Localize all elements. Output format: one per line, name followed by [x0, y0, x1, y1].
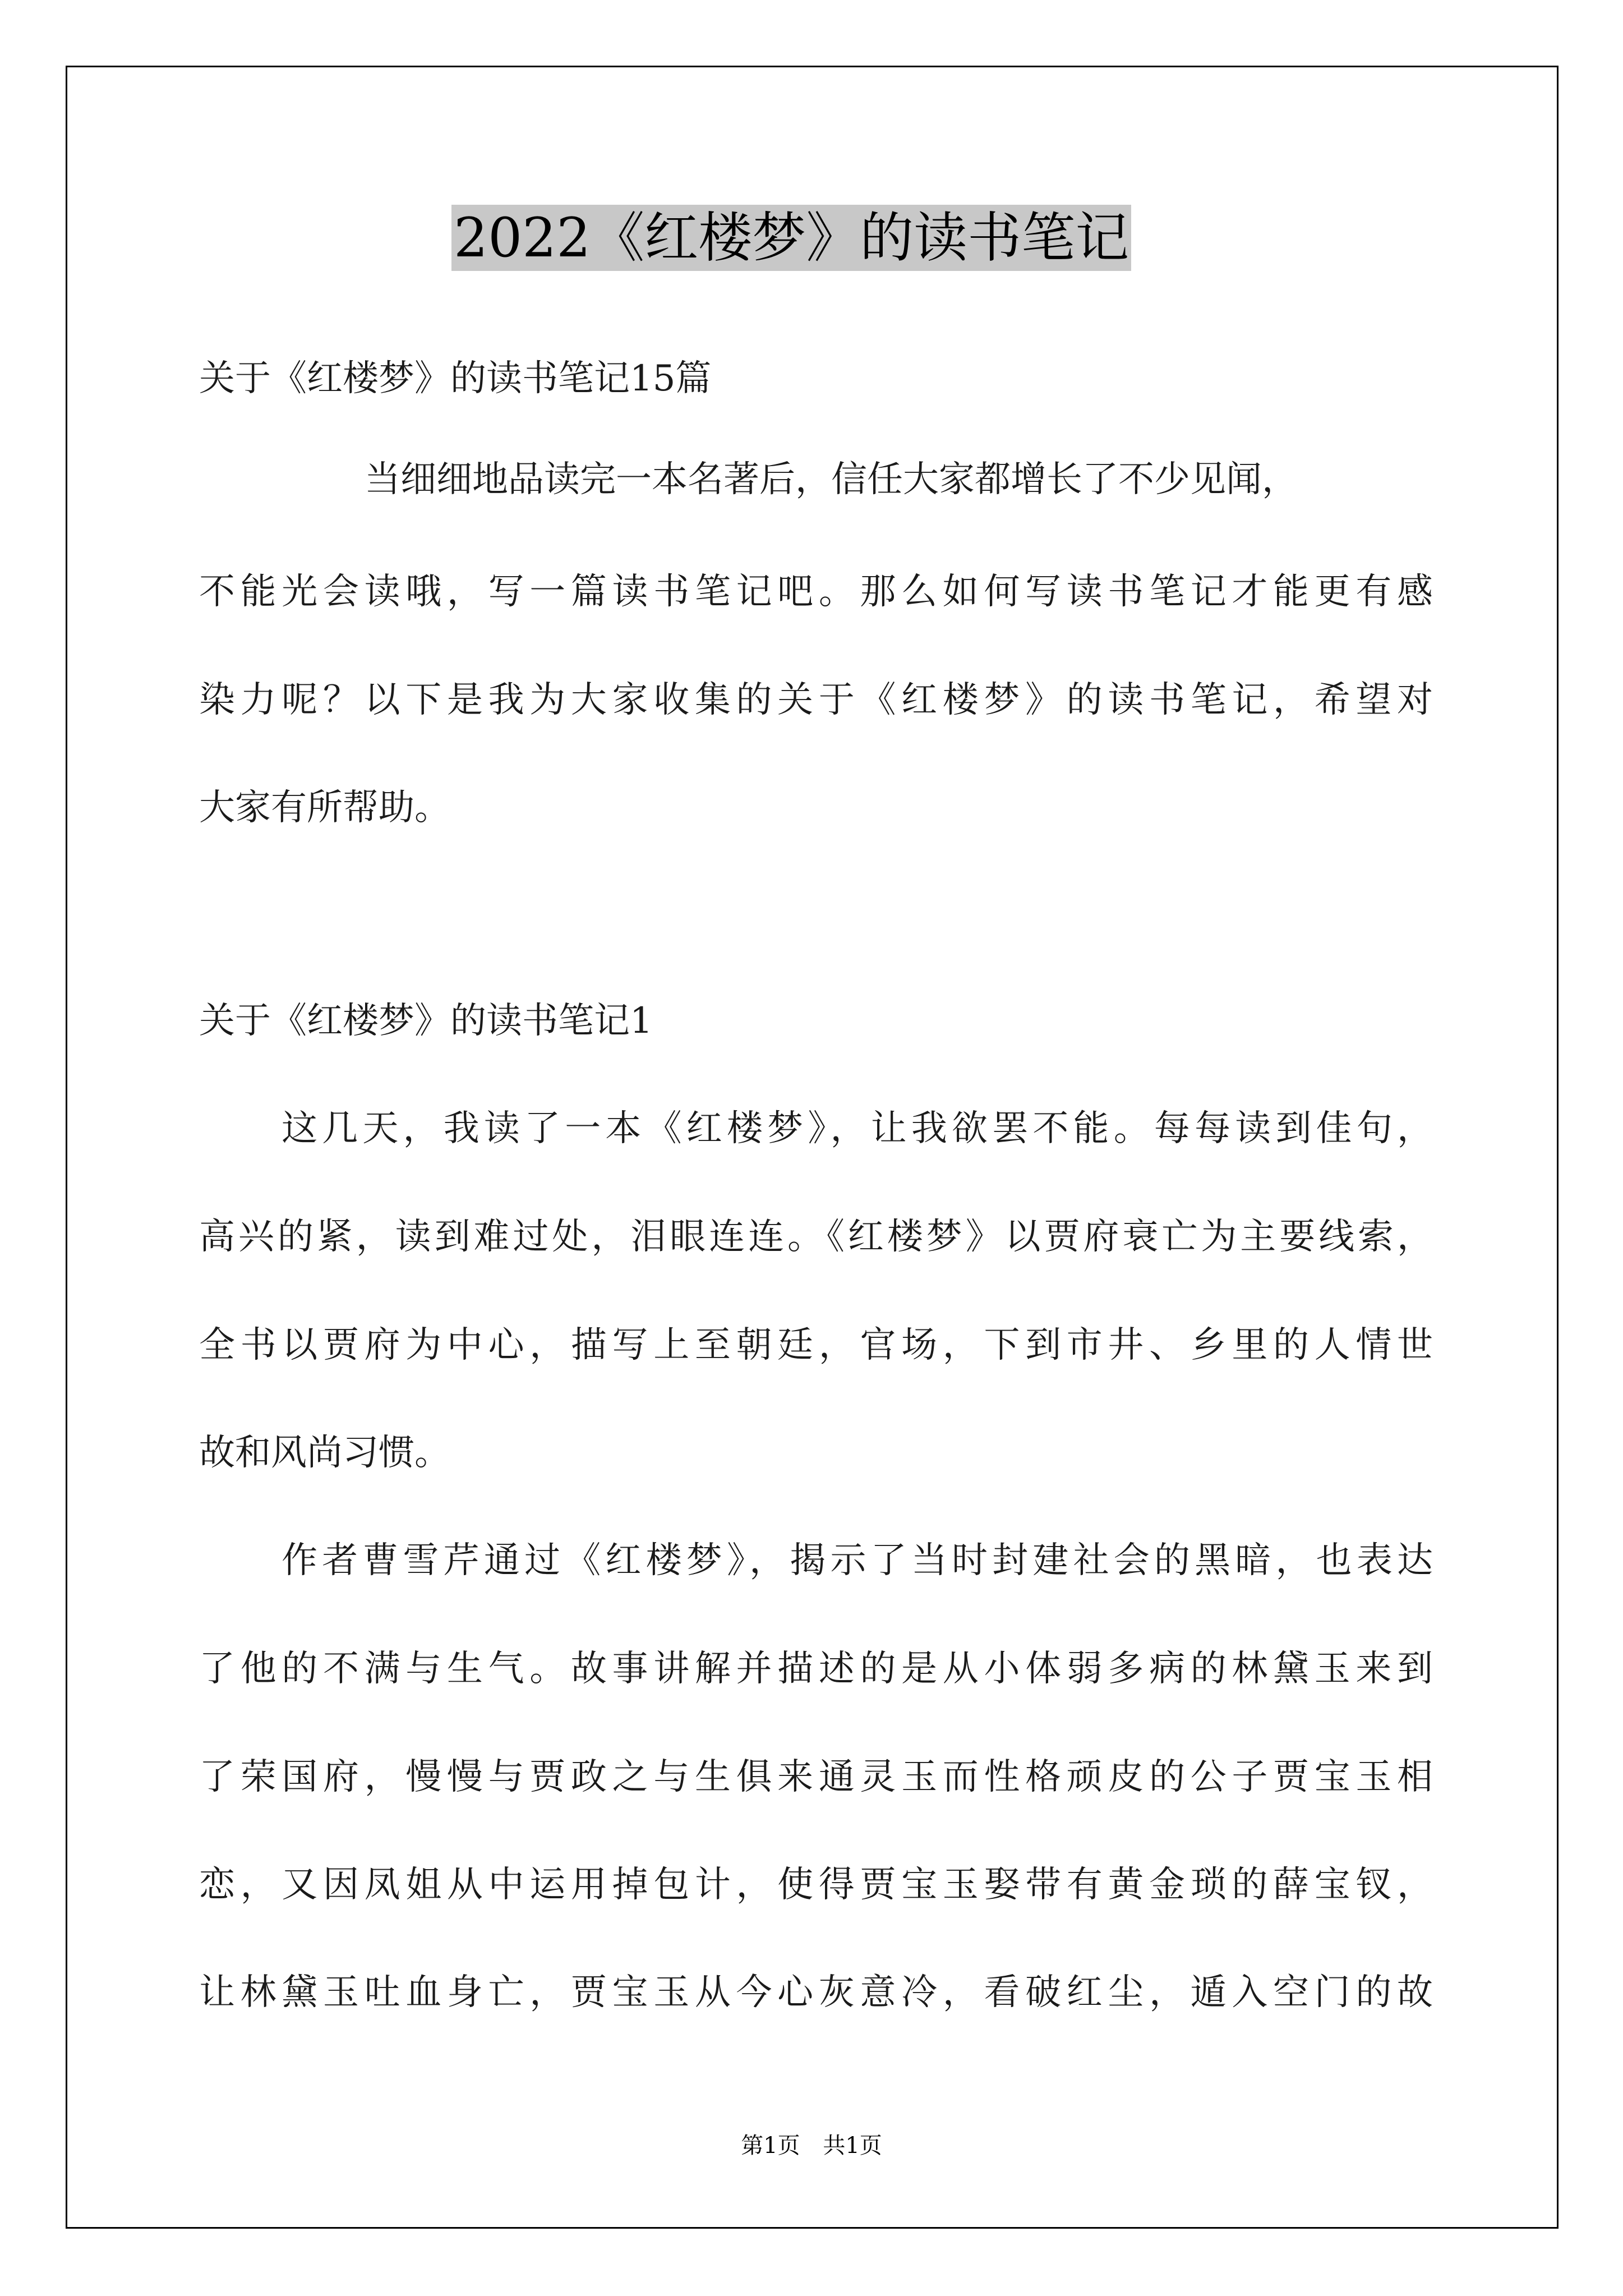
- paragraph-line: 了他的不满与生气。故事讲解并描述的是从小体弱多病的林黛玉来到: [199, 1648, 1433, 1690]
- document-subtitle: 关于《红楼梦》的读书笔记15篇: [199, 358, 712, 399]
- paragraph-line: 这几天，我读了一本《红楼梦》，让我欲罢不能。每每读到佳句，: [282, 1108, 1433, 1149]
- intro-line: 大家有所帮助。: [199, 787, 450, 829]
- page-total: 共1页: [823, 2133, 882, 2159]
- intro-line: 不能光会读哦，写一篇读书笔记吧。那么如何写读书笔记才能更有感: [199, 571, 1433, 613]
- paragraph-line: 全书以贾府为中心，描写上至朝廷，官场，下到市井、乡里的人情世: [199, 1324, 1433, 1366]
- document-title: 2022《红楼梦》的读书笔记: [451, 205, 1131, 271]
- paragraph-line: 作者曹雪芹通过《红楼梦》，揭示了当时封建社会的黑暗，也表达: [282, 1540, 1433, 1581]
- intro-line: 当细细地品读完一本名著后，信任大家都增长了不少见闻，: [365, 459, 1298, 500]
- intro-line: 染力呢？以下是我为大家收集的关于《红楼梦》的读书笔记，希望对: [199, 679, 1433, 721]
- page-footer: [0, 2132, 1623, 2160]
- paragraph-line: 了荣国府，慢慢与贾政之与生俱来通灵玉而性格顽皮的公子贾宝玉相: [199, 1756, 1433, 1798]
- paragraph-line: 故和风尚习惯。: [199, 1432, 450, 1474]
- paragraph-line: 恋，又因凤姐从中运用掉包计，使得贾宝玉娶带有黄金琐的薛宝钗，: [199, 1864, 1433, 1906]
- paragraph-line: 高兴的紧，读到难过处，泪眼连连。《红楼梦》以贾府衰亡为主要线索，: [199, 1216, 1433, 1258]
- paragraph-line: 让林黛玉吐血身亡，贾宝玉从今心灰意冷，看破红尘，遁入空门的故: [199, 1972, 1433, 2013]
- section-heading: 关于《红楼梦》的读书笔记1: [199, 1000, 653, 1042]
- page-number: 第1页: [741, 2133, 800, 2159]
